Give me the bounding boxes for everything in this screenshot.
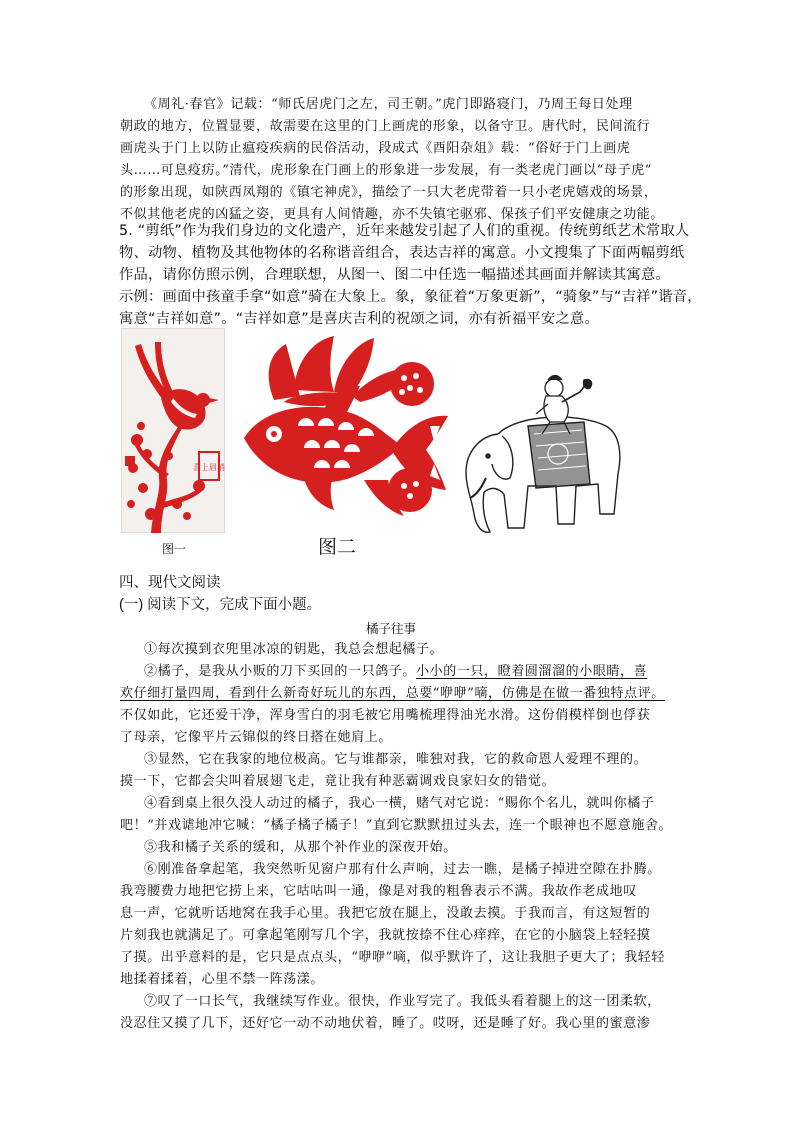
elephant-line-art xyxy=(458,374,624,542)
story-line: ⑥刚准备拿起笔，我突然听见窗户那有什么声响，过去一瞧，是橘子掉进空隙在扑腾。 xyxy=(144,862,661,877)
story-title: 橘子往事 xyxy=(366,621,417,636)
story-line: 了摸。出乎意料的是，它只是点点头，“咿咿”嘀，似乎默许了，这让我胆子更大了；我轻轻 xyxy=(120,950,665,965)
excerpt-line: 《周礼·春官》记载：“师氏居虎门之左，司王朝。”虎门即路寝门，乃周王每日处理 xyxy=(144,97,633,112)
figure-1-papercut xyxy=(121,328,225,533)
story-line: 片刻我也就满足了。可拿起笔刚写几个字，我就按捺不住心痒痒，在它的小脑袋上轻轻摸 xyxy=(120,928,651,943)
story-paragraph-2-line xyxy=(144,663,647,681)
story-line: 没忍住又摸了几下，还好它一动不动地伏着，睡了。哎呀，还是睡了好。我心里的蜜意渗 xyxy=(120,1016,651,1031)
excerpt-line: 头……可息疫疠。”清代，虎形象在门画上的形象进一步发展，有一类老虎门画以“母子虎” xyxy=(120,163,653,178)
story-line: 我弯腰费力地把它捞上来，它咕咕叫一通，像是对我的粗鲁表示不满。我故作老成地叹 xyxy=(120,884,637,899)
seal-text: 喜上眉梢 xyxy=(193,463,225,472)
story-line: 地揉着揉着，心里不禁一阵荡漾。 xyxy=(120,972,325,987)
section-heading: 四、现代文阅读 xyxy=(119,575,221,591)
figure-2-papercut xyxy=(234,330,452,520)
child-on-elephant-drawing xyxy=(458,374,624,542)
story-paragraph-1: ①每次摸到衣兜里冰凉的钥匙，我总会想起橘子。 xyxy=(144,642,444,657)
fish-lotus-papercut-image xyxy=(234,330,452,520)
story-line: 息一声，它就听话地窝在我手心里。我把它放在腿上，没敢去摸。于我而言，有这短暂的 xyxy=(120,906,651,921)
excerpt-line: 朝政的地方，位置显要，故需要在这里的门上画虎的形象，以备守卫。唐代时，民间流行 xyxy=(120,119,651,134)
magpie-plum-papercut-image xyxy=(121,328,225,533)
story-line: 摸一下，它都会尖叫着展翅飞走，竟让我有种恶霸调戏良家妇女的错觉。 xyxy=(120,774,556,789)
question-line: 寓意“吉祥如意”。“吉祥如意”是喜庆吉利的祝颂之词，亦有祈福平安之意。 xyxy=(119,311,599,327)
story-line: ③显然，它在我家的地位极高。它与谁都亲，唯独对我，它的救命恩人爱理不理的。 xyxy=(144,752,648,767)
underlined-text: 小小的一只，瞪着圆溜溜的小眼睛，喜 xyxy=(416,664,648,679)
excerpt-line: 画虎头于门上以防止瘟疫疾病的民俗活动，段成式《酉阳杂俎》载：“俗好于门上画虎 xyxy=(120,141,631,156)
story-line: 了母亲，它像平片云锦似的终日搭在她肩上。 xyxy=(120,730,393,745)
question-line: 物、动物、植物及其他物体的名称谐音组合，表达吉祥的寓意。小文搜集了下面两幅剪纸 xyxy=(119,245,685,261)
question-line: 示例：画面中孩童手拿“如意”骑在大象上。象，象征着“万象更新”，“骑象”与“吉祥”谐音， xyxy=(119,289,702,305)
story-line: 不仅如此，它还爱干净，浑身雪白的羽毛被它用嘴梳理得油光水滑。这份俏模样倒也俘获 xyxy=(120,708,651,723)
story-line: ④看到桌上很久没人动过的橘子，我心一横，赌气对它说：“赐你个名儿，就叫你橘子 xyxy=(144,796,655,811)
reading-instruction: (一) 阅读下文，完成下面小题。 xyxy=(119,597,322,613)
excerpt-line: 的形象出现，如陕西凤翔的《镇宅神虎》，描绘了一只大老虎带着一只小老虎嬉戏的场景， xyxy=(120,185,658,200)
figure-1-caption: 图一 xyxy=(162,542,187,556)
story-line: ⑦叹了一口长气，我继续写作业。很快，作业写完了。我低头看着腿上的这一团柔软， xyxy=(144,994,661,1009)
excerpt-line: 不似其他老虎的凶猛之姿，更具有人间情趣，亦不失镇宅驱邪、保孩子们平安健康之功能。 xyxy=(120,207,665,222)
story-line: 吧！”并戏谑地冲它喊：“橘子橘子橘子！”直到它默默扭过头去，连一个眼神也不愿意施舍。 xyxy=(120,818,673,833)
story-line: ⑤我和橘子关系的缓和，从那个补作业的深夜开始。 xyxy=(144,840,457,855)
figure-2-caption: 图二 xyxy=(318,537,357,558)
underlined-text: 欢仔细打量四周，看到什么新奇好玩儿的东西，总要“咿咿”嘀，仿佛是在做一番独特点评。 xyxy=(120,686,665,701)
question-line: 作品，请你仿照示例，合理联想，从图一、图二中任选一幅描述其画面并解读其寓意。 xyxy=(119,267,670,283)
question-line: 5. “剪纸”作为我们身边的文化遗产，近年来越发引起了人们的重视。传统剪纸艺术常取人 xyxy=(119,223,690,239)
story-text: ②橘子，是我从小贩的刀下买回的一只鸽子。 xyxy=(144,664,417,679)
